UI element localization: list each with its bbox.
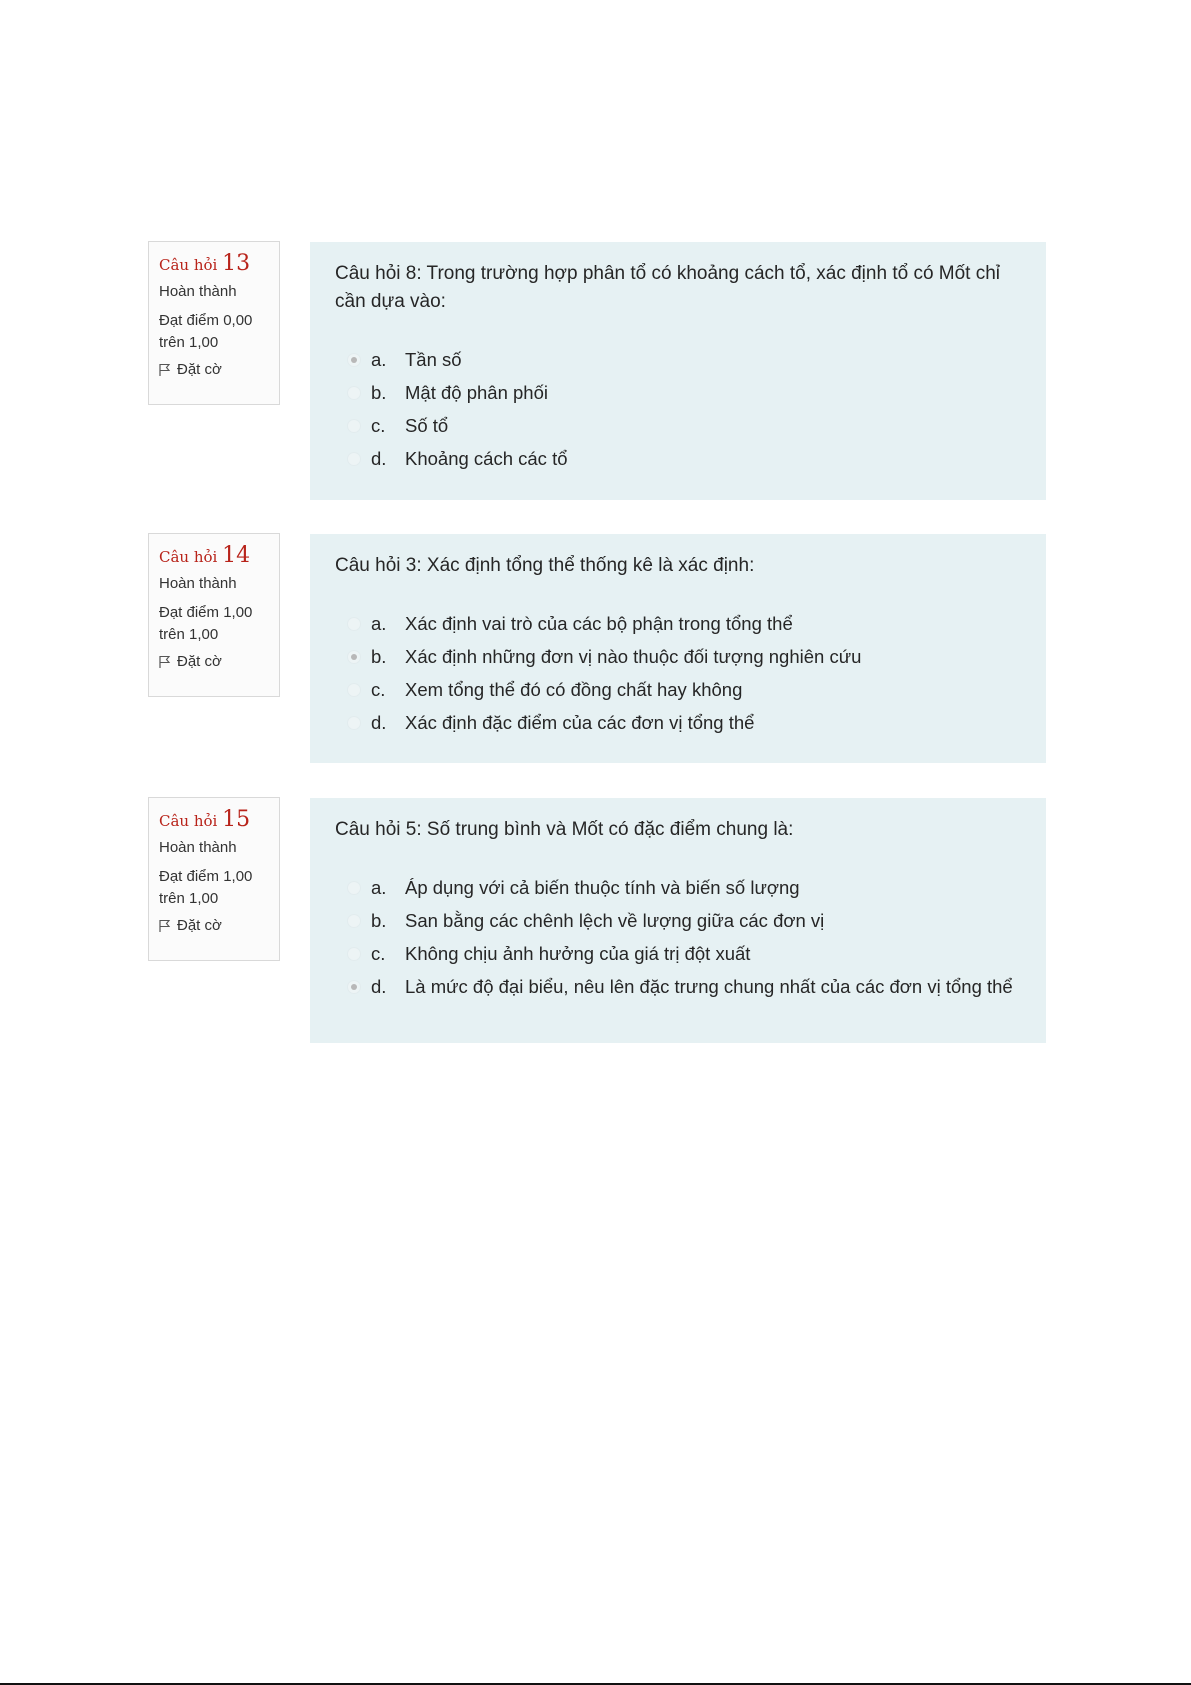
answer-option-a[interactable]: a. Tần số bbox=[335, 346, 1020, 379]
radio-button[interactable] bbox=[347, 452, 361, 466]
radio-button[interactable] bbox=[347, 716, 361, 730]
answer-option-b[interactable]: b. Mật độ phân phối bbox=[335, 379, 1020, 412]
flag-icon bbox=[159, 919, 171, 933]
answer-option-d[interactable]: d. Là mức độ đại biểu, nêu lên đặc trưng chung nhất của các đơn vị tổng thể bbox=[335, 973, 1020, 1033]
question-number: Câu hỏi 15 bbox=[159, 807, 251, 832]
flag-question-button[interactable]: Đặt cờ bbox=[159, 652, 269, 672]
question-content bbox=[310, 534, 1046, 763]
answer-option-a[interactable]: a. Xác định vai trò của các bộ phận trong tổng thể bbox=[335, 610, 1020, 643]
question-text: Câu hỏi 8: Trong trường hợp phân tổ có khoảng cách tổ, xác định tổ có Mốt chỉ cần dựa vào: bbox=[335, 263, 1001, 312]
question-number: Câu hỏi 14 bbox=[159, 543, 251, 568]
radio-button[interactable] bbox=[347, 419, 361, 433]
radio-button[interactable] bbox=[347, 980, 361, 994]
flag-icon bbox=[159, 655, 171, 669]
flag-question-button[interactable]: Đặt cờ bbox=[159, 916, 269, 936]
radio-button[interactable] bbox=[347, 617, 361, 631]
answer-option-b[interactable]: b. Xác định những đơn vị nào thuộc đối tượng nghiên cứu bbox=[335, 643, 1020, 676]
radio-button[interactable] bbox=[347, 353, 361, 367]
radio-button[interactable] bbox=[347, 386, 361, 400]
radio-button[interactable] bbox=[347, 947, 361, 961]
question-info-panel bbox=[148, 533, 280, 697]
question-state: Hoàn thành bbox=[159, 839, 237, 856]
radio-button[interactable] bbox=[347, 881, 361, 895]
answer-list bbox=[335, 610, 1020, 742]
question-text: Câu hỏi 3: Xác định tổng thể thống kê là xác định: bbox=[335, 555, 755, 576]
flag-question-button[interactable]: Đặt cờ bbox=[159, 360, 269, 380]
question-grade: Đạt điểm 0,00 trên 1,00 bbox=[159, 312, 253, 351]
question-number: Câu hỏi 13 bbox=[159, 251, 251, 276]
question-text: Câu hỏi 5: Số trung bình và Mốt có đặc điểm chung là: bbox=[335, 819, 794, 840]
answer-option-c[interactable]: c. Số tổ bbox=[335, 412, 1020, 445]
question-info-panel bbox=[148, 241, 280, 405]
question-content bbox=[310, 798, 1046, 1043]
question-content bbox=[310, 242, 1046, 500]
answer-list bbox=[335, 874, 1020, 1033]
radio-button[interactable] bbox=[347, 914, 361, 928]
answer-option-d[interactable]: d. Xác định đặc điểm của các đơn vị tổng thể bbox=[335, 709, 1020, 742]
answer-option-b[interactable]: b. San bằng các chênh lệch về lượng giữa các đơn vị bbox=[335, 907, 1020, 940]
answer-option-d[interactable]: d. Khoảng cách các tổ bbox=[335, 445, 1020, 478]
radio-button[interactable] bbox=[347, 650, 361, 664]
answer-option-c[interactable]: c. Không chịu ảnh hưởng của giá trị đột xuất bbox=[335, 940, 1020, 973]
question-grade: Đạt điểm 1,00 trên 1,00 bbox=[159, 868, 253, 907]
question-info-panel bbox=[148, 797, 280, 961]
flag-icon bbox=[159, 363, 171, 377]
radio-button[interactable] bbox=[347, 683, 361, 697]
question-state: Hoàn thành bbox=[159, 283, 237, 300]
answer-option-a[interactable]: a. Áp dụng với cả biến thuộc tính và biến số lượng bbox=[335, 874, 1020, 907]
question-state: Hoàn thành bbox=[159, 575, 237, 592]
question-grade: Đạt điểm 1,00 trên 1,00 bbox=[159, 604, 253, 643]
answer-option-c[interactable]: c. Xem tổng thể đó có đồng chất hay không bbox=[335, 676, 1020, 709]
answer-list bbox=[335, 346, 1020, 478]
